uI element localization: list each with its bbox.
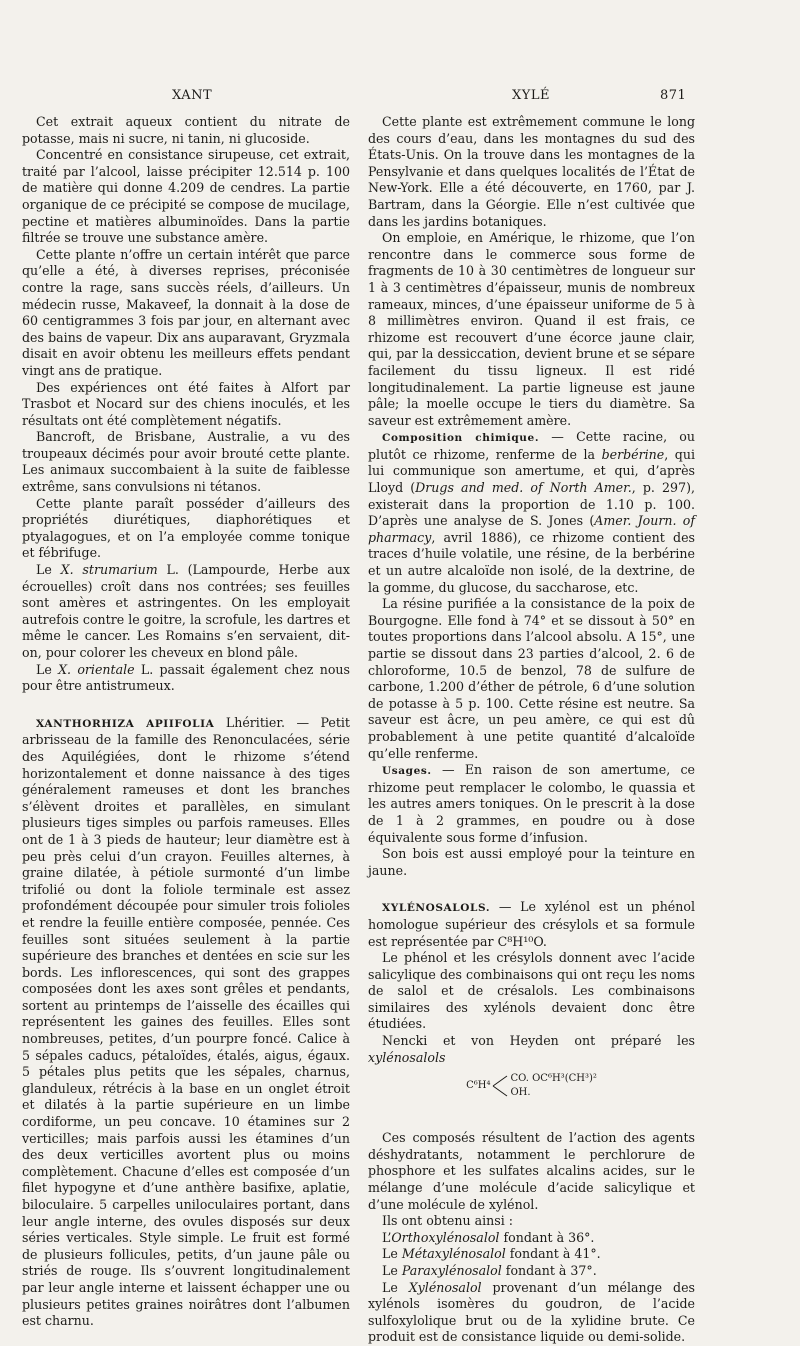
- text-run: — Cette racine, ou plutôt ce rhizome, renferme de la: [368, 429, 696, 462]
- paragraph: On emploie, en Amérique, le rhizome, que l’on rencontre dans le commerce sous forme de fragments de 10 à 30 centimètres de longueur sur 1 à 3 centimètres d’épaisseur, munis de nombreux rameaux, minces, d’une épaisseur uniforme de 5 à 8 millimètres environ. Quand il est frais, ce rhizome est recouvert d’une écorce jaune clair, qui, par la dessiccation, devient brune et se sépare facilement du tissu ligneux. Il est ridé longitudinalement. La partie ligneuse est jaune pâle; la moelle occupe le tiers du diamètre. Sa saveur est extrêmement amère.: [368, 230, 695, 428]
- entry-heading: XYLÉNOSALOLS.: [382, 902, 491, 915]
- right-column: [368, 114, 695, 1346]
- text-run: , qui lui communique son amertume, et qui, d’après Lloyd (: [368, 446, 695, 496]
- list-item: [368, 1246, 695, 1263]
- section-heading: Composition chimique.: [382, 432, 540, 445]
- italic-term: xylénosalols: [368, 1049, 446, 1065]
- paragraph: Cette plante paraît posséder d’ailleurs des propriétés diurétiques, diaphorétiques et ptyalagogues, et on l’a employée comme tonique et fébrifuge.: [22, 495, 350, 561]
- page-number: 871: [660, 88, 687, 103]
- section-heading: Usages.: [382, 765, 432, 778]
- italic-term: berbérine: [601, 446, 665, 462]
- paragraph: Cette plante est extrêmement commune le long des cours d’eau, dans les montagnes du sud des États-Unis. On la trouve dans les montagnes de la Pensylvanie et dans quelques localités de l’État de New-York. Elle a été découverte, en 1760, par J. Bartram, dans la Géorgie. Elle n’est cultivée que dans les jardins botaniques.: [368, 114, 695, 229]
- paragraph: Le phénol et les crésylols donnent avec l’acide salicylique des combinaisons qui ont reçu les noms de salol et de crésalols. Les combinaisons similaires des xylénols devaient donc être étudiées.: [368, 950, 695, 1032]
- text-run: Le: [36, 562, 61, 578]
- text-run: , avril 1886), ce rhizome contient des traces d’huile volatile, une résine, de la berbérine et un autre alcaloïde non isolé, de la dextrine, de la gomme, du glucose, du saccharose, etc.: [368, 529, 695, 595]
- running-head-right: XYLÉ: [512, 88, 550, 103]
- text-run: provenant d’un mélange des xylénols isomères du goudron, de l’acide sulfoxylolique brut ou de la xylidine brute. Ce produit est de consistance liquide ou demi-solide.: [368, 1279, 695, 1345]
- spacer: [368, 879, 695, 899]
- species-name: X. orientale: [58, 661, 135, 677]
- paragraph: [368, 1280, 695, 1346]
- text-run: fondant à 41°.: [505, 1246, 601, 1262]
- spacer: [22, 695, 350, 715]
- left-column: [22, 114, 350, 1330]
- paragraph: Cet extrait aqueux contient du nitrate de potasse, mais ni sucre, ni tanin, ni glucoside.: [22, 114, 350, 146]
- paragraph: [368, 762, 695, 846]
- list-item: [368, 1230, 695, 1247]
- citation-title: Amer. Journ. of pharmacy: [368, 513, 695, 545]
- paragraph: La résine purifiée a la consistance de la poix de Bourgogne. Elle fond à 74° et se dissout à 50° en toutes proportions dans l’alcool absolu. A 15°, une partie se dissout dans 23 parties d’alcool, 2. 6 de chloroforme, 10.5 de benzol, 78 de sulfure de carbone, 1.200 d’éther de pétrole, 6 d’une solution de potasse à 5 p. 100. Cette résine est neutre. Sa saveur est âcre, un peu amère, ce qui est dû probablement à une petite quantité d’alcaloïde qu’elle renferme.: [368, 596, 695, 761]
- citation-title: Drugs and med. of North Amer.: [415, 480, 632, 496]
- text-run: Le: [382, 1263, 402, 1278]
- compound-name: Métaxylénosalol: [401, 1246, 506, 1262]
- text-run: fondant à 37°.: [501, 1263, 597, 1278]
- running-head-left: XANT: [172, 88, 213, 103]
- chemical-formula: [368, 1072, 695, 1100]
- entry-heading: XANTHORHIZA APIIFOLIA: [36, 717, 215, 730]
- paragraph: Ces composés résultent de l’action des agents déshydratants, notamment le perchlorure de phosphore et les sulfates alcalins acides, sur le mélange d’une molécule d’acide salicylique et d’une molécule de xylénol.: [368, 1130, 695, 1212]
- list-item: [368, 1263, 695, 1280]
- formula-base: C⁶H⁴: [466, 1079, 491, 1091]
- compound-name: Xylénosalol: [408, 1279, 482, 1295]
- formula-branch-lines: [492, 1072, 508, 1100]
- paragraph: Bancroft, de Brisbane, Australie, a vu des troupeaux décimés pour avoir brouté cette plante. Les animaux succombaient à la suite de faiblesse extrême, sans convulsions ni tétanos.: [22, 429, 350, 495]
- text-run: — En raison de son amertume, ce rhizome peut remplacer le colombo, le quassia et les autres amers toniques. On le prescrit à la dose de 1 à 2 grammes, en poudre ou à dose équivalente sous forme d’infusion.: [368, 762, 695, 845]
- species-name: X. strumarium: [60, 562, 158, 578]
- paragraph: Des expériences ont été faites à Alfort par Trasbot et Nocard sur des chiens inoculés, et les résultats ont été complètement négatifs.: [22, 379, 350, 428]
- text-run: , p. 297), existerait dans la proportion de 1.10 p. 100. D’après une analyse de S. Jones (: [368, 480, 695, 529]
- paragraph: [368, 1033, 695, 1066]
- text-run: Nencki et von Heyden ont préparé les: [382, 1033, 695, 1049]
- text-run: Le: [36, 661, 59, 677]
- paragraph: [22, 562, 350, 662]
- compound-name: Orthoxylénosalol: [391, 1229, 500, 1245]
- entry-xylenosalols: [368, 899, 695, 950]
- paragraph: Cette plante n’offre un certain intérêt que parce qu’elle a été, à diverses reprises, préconisée contre la rage, sans succès réels, d’ailleurs. Un médecin russe, Makaveef, la donnait à la dose de 60 centigrammes 3 fois par jour, en alternant avec des bains de vapeur. Dix ans auparavant, Gryzmala disait en avoir obtenu les meilleurs effets pendant vingt ans de pratique.: [22, 246, 350, 378]
- formula-bottom: OH.: [510, 1087, 531, 1099]
- text-run: L. (Lampourde, Herbe aux écrouelles) croît dans nos contrées; ses feuilles sont amères et astringentes. On les employait autrefois contre le goitre, la scrofule, les dartres et même le cancer. Les Romains s’en servaient, dit-on, pour colorer les cheveux en blond pâle.: [22, 562, 350, 660]
- paragraph: Ils ont obtenu ainsi :: [382, 1213, 513, 1229]
- text-run: L’: [382, 1229, 392, 1245]
- entry-xanthorhiza: [22, 715, 350, 1330]
- text-run: Le: [382, 1279, 409, 1295]
- text-run: — Le xylénol est un phénol homologue supérieur des crésylols et sa formule est représentée par C⁸H¹⁰O.: [368, 899, 695, 949]
- formula-branches: [510, 1072, 596, 1100]
- text-run: L. passait également chez nous pour être antistrumeux.: [22, 661, 350, 694]
- compound-name: Paraxylénosalol: [401, 1263, 502, 1278]
- paragraph: [22, 662, 350, 695]
- formula-top: CO. OC⁶H³(CH³)²: [510, 1073, 597, 1085]
- text-run: fondant à 36°.: [499, 1229, 595, 1245]
- paragraph: Son bois est aussi employé pour la teinture en jaune.: [368, 846, 695, 878]
- text-run: Le: [382, 1246, 402, 1262]
- paragraph: [368, 429, 695, 596]
- text-run: Lhéritier. — Petit arbrisseau de la famille des Renonculacées, série des Aquilégiées, dont le rhizome s’étend horizontalement et donne naissance à des tiges généralement rameuses et dont les branches s’élèvent droites et parallèles, en simulant plusieurs tiges simples ou parfois rameuses. Elles ont de 1 à 3 pieds de hauteur; leur diamètre est à peu près celui d’un crayon. Feuilles alternes, à graine dilatée, à pétiole surmonté d’un limbe trifolié ou dont la foliole terminale est assez profondément découpée pour simuler trois folioles et rendre la feuille entière composée, pennée. Ces feuilles sont situées seulement à la partie supérieure des branches et dentées en scie sur les bords. Les inflorescences, qui sont des grappes composées dont les axes sont grêles et pendants, sortent au printemps de l’aisselle des écailles qui représentent les gaines des feuilles. Elles sont nombreuses, petites, d’un pourpre foncé. Calice à 5 sépales caducs, pétaloïdes, étalés, aigus, égaux. 5 pétales plus petits que les sépales, charnus, glanduleux, rétrécis à la base en un onglet étroit et dilatés à la partie supérieure en un limbe cordiforme, un peu concave. 10 étamines sur 2 verticilles; mais parfois aussi les étamines d’un des deux verticilles avortent plus ou moins complètement. Chacune d’elles est composée d’un filet hypogyne et d’une anthère basifixe, aplatie, biloculaire. 5 carpelles uniloculaires portant, dans leur angle interne, des ovules disposés sur deux séries verticales. Style simple. Le fruit est formé de plusieurs follicules, petits, d’un jaune pâle ou striés de rouge. Ils s’ouvrent longitudinalement par leur angle interne et laissent échapper une ou plusieurs petites graines noirâtres dont l’albumen est charnu.: [22, 714, 350, 1329]
- paragraph: Concentré en consistance sirupeuse, cet extrait, traité par l’alcool, laisse précipiter 12.514 p. 100 de matière qui donne 4.209 de cendres. La partie organique de ce précipité se compose de mucilage, pectine et matières albuminoïdes. Dans la partie filtrée se trouve une substance amère.: [22, 147, 350, 246]
